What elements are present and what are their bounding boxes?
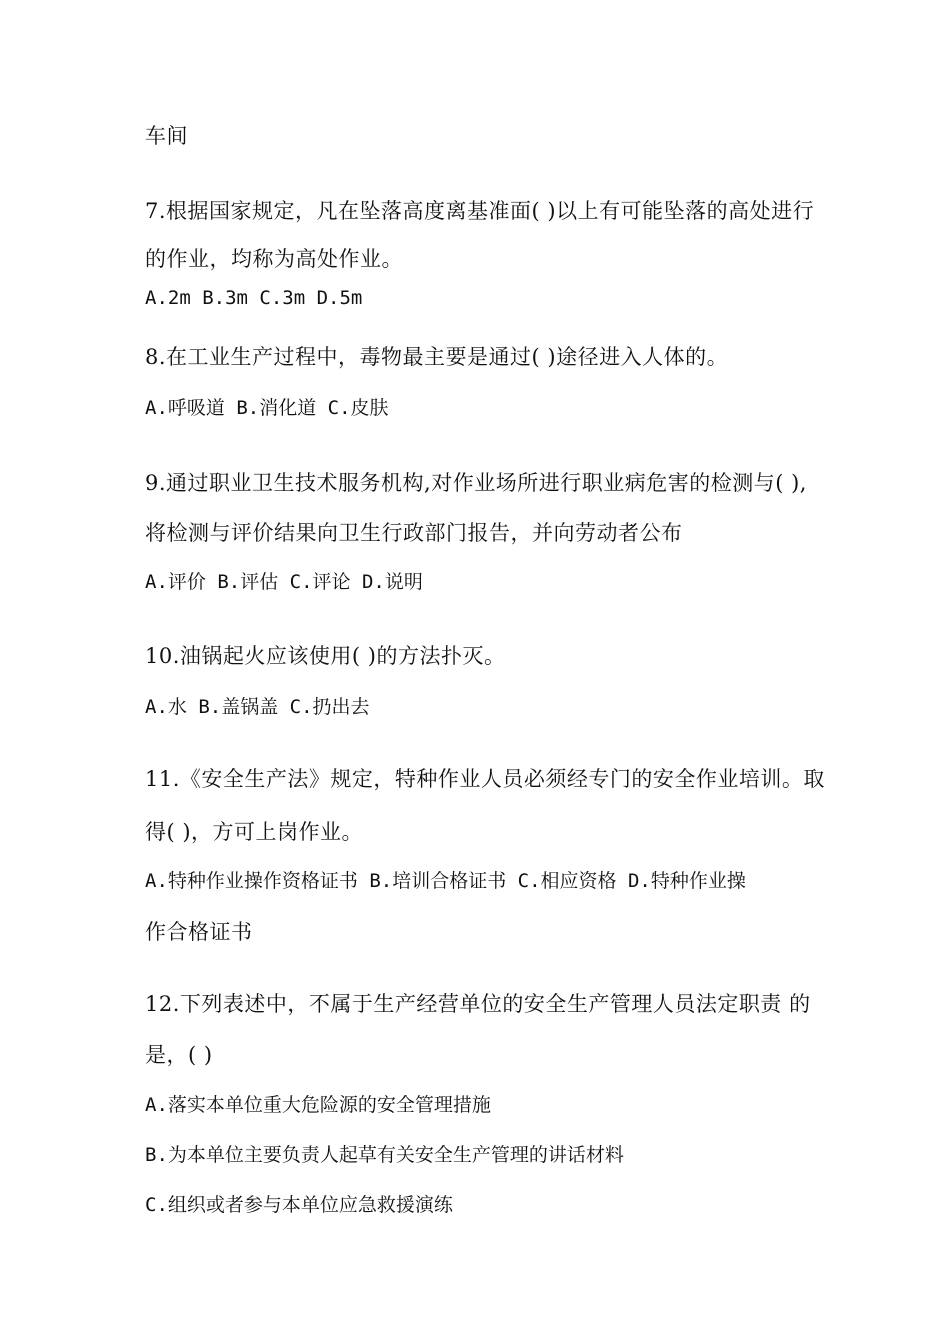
question-10-line-1: 10.油锅起火应该使用( )的方法扑灭。 [145, 644, 506, 668]
question-8-line-1: 8.在工业生产过程中，毒物最主要是通过( )途径进入人体的。 [145, 345, 729, 369]
question-11-options-line-2: 作合格证书 [145, 920, 253, 944]
question-9-line-1: 9.通过职业卫生技术服务机构,对作业场所进行职业病危害的检测与( ), [145, 471, 807, 495]
question-7-options: A.2m B.3m C.3m D.5m [145, 287, 363, 309]
question-12-line-2: 是，( ) [145, 1043, 213, 1067]
question-12-line-1: 12.下列表述中，不属于生产经营单位的安全生产管理人员法定职责 的 [145, 992, 811, 1016]
question-12-option-a: A.落实本单位重大危险源的安全管理措施 [145, 1094, 491, 1116]
question-8-options: A.呼吸道 B.消化道 C.皮肤 [145, 397, 389, 419]
question-7-line-1: 7.根据国家规定，凡在坠落高度离基准面( )以上有可能坠落的高处进行 [145, 199, 815, 223]
question-11-options-line-1: A.特种作业操作资格证书 B.培训合格证书 C.相应资格 D.特种作业操 [145, 870, 746, 892]
question-9-options: A.评价 B.评估 C.评论 D.说明 [145, 571, 423, 593]
question-7-line-2: 的作业，均称为高处作业。 [145, 247, 403, 271]
question-12-option-c: C.组织或者参与本单位应急救援演练 [145, 1194, 453, 1216]
question-11-line-1: 11.《安全生产法》规定，特种作业人员必须经专门的安全作业培训。取 [145, 767, 825, 791]
question-12-option-b: B.为本单位主要负责人起草有关安全生产管理的讲话材料 [145, 1144, 624, 1166]
question-10-options: A.水 B.盖锅盖 C.扔出去 [145, 696, 370, 718]
question-9-line-2: 将检测与评价结果向卫生行政部门报告，并向劳动者公布 [145, 521, 683, 545]
text-line: 车间 [145, 124, 188, 148]
question-11-line-2: 得( )，方可上岗作业。 [145, 820, 364, 844]
